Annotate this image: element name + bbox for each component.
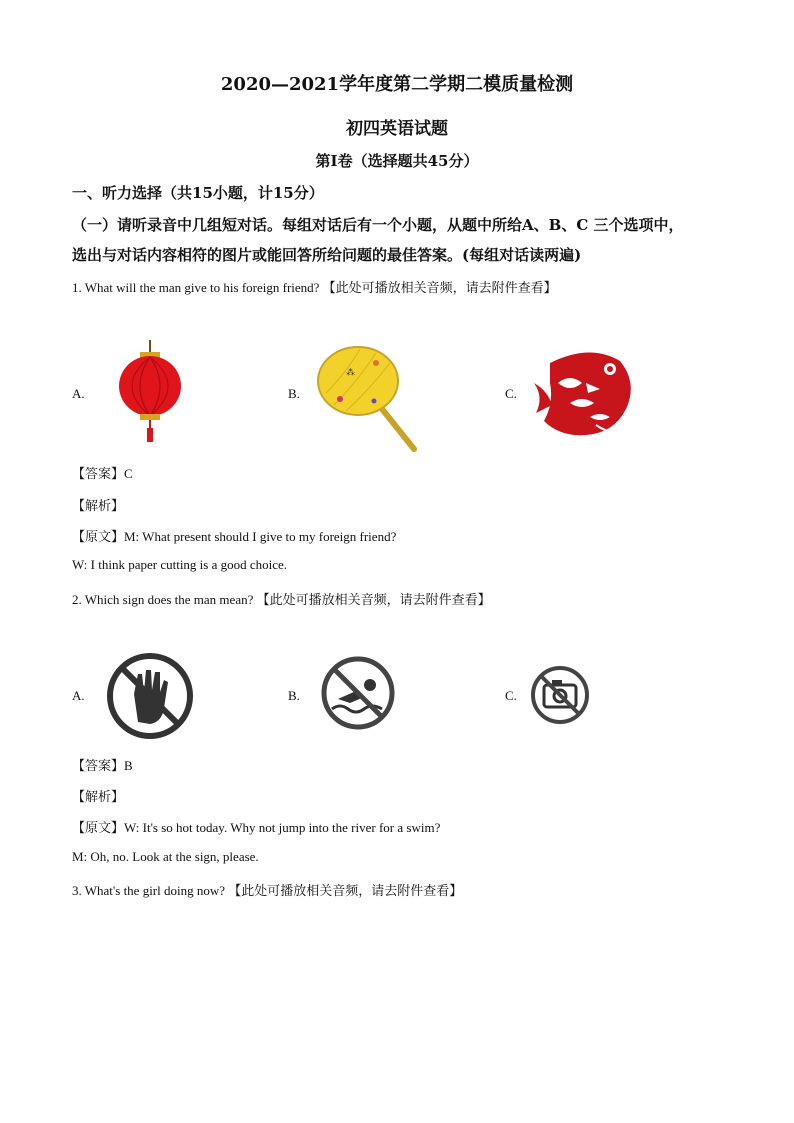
section-heading: 一、听力选择（共15小题，计15分） [72, 184, 324, 202]
no-swimming-sign-icon [320, 655, 396, 731]
q1-option-b-label: B. [288, 386, 300, 401]
no-photos-sign-icon [530, 665, 590, 725]
red-lantern-icon [112, 340, 188, 446]
q2-option-a-label: A. [72, 688, 85, 703]
instruction-line-1: （一）请听录音中几组短对话。每组对话后有一个小题，从题中所给A、B、C 三个选项中， [72, 216, 684, 234]
q1-analysis: 【解析】 [72, 498, 125, 513]
page-title: 2020—2021学年度第二学期二模质量检测 [220, 74, 574, 95]
q1-answer: 【答案】C [72, 466, 133, 481]
q2-option-b-label: B. [288, 688, 300, 703]
instruction-line-2: 选出与对话内容相符的图片或能回答所给问题的最佳答案。(每组对话读两遍) [72, 246, 582, 264]
question-2-text: 2. Which sign does the man mean? 【此处可播放相关音频，请去附件查看】 [72, 592, 491, 607]
q2-answer: 【答案】B [72, 758, 133, 773]
q2-option-c-label: C. [505, 688, 517, 703]
q2-analysis: 【解析】 [72, 789, 125, 804]
q1-option-c-label: C. [505, 386, 517, 401]
question-1-text: 1. What will the man give to his foreign friend? 【此处可播放相关音频，请去附件查看】 [72, 280, 557, 295]
paper-cut-fish-icon [530, 343, 640, 441]
q2-script-line-1: 【原文】W: It's so hot today. Why not jump into the river for a swim? [72, 820, 441, 835]
svg-text:⁂: ⁂ [346, 368, 355, 378]
volume-heading: 第Ⅰ卷（选择题共45分） [315, 152, 479, 170]
hand-fan-icon [316, 343, 420, 453]
q1-script-line-2: W: I think paper cutting is a good choice. [72, 557, 288, 572]
q1-script-line-1: 【原文】M: What present should I give to my foreign friend? [72, 529, 397, 544]
no-touching-sign-icon [104, 652, 196, 740]
page-subtitle: 初四英语试题 [346, 119, 448, 139]
q1-option-a-label: A. [72, 386, 85, 401]
question-3-text: 3. What's the girl doing now? 【此处可播放相关音频，请去附件查看】 [72, 883, 463, 898]
q2-script-line-2: M: Oh, no. Look at the sign, please. [72, 849, 259, 864]
